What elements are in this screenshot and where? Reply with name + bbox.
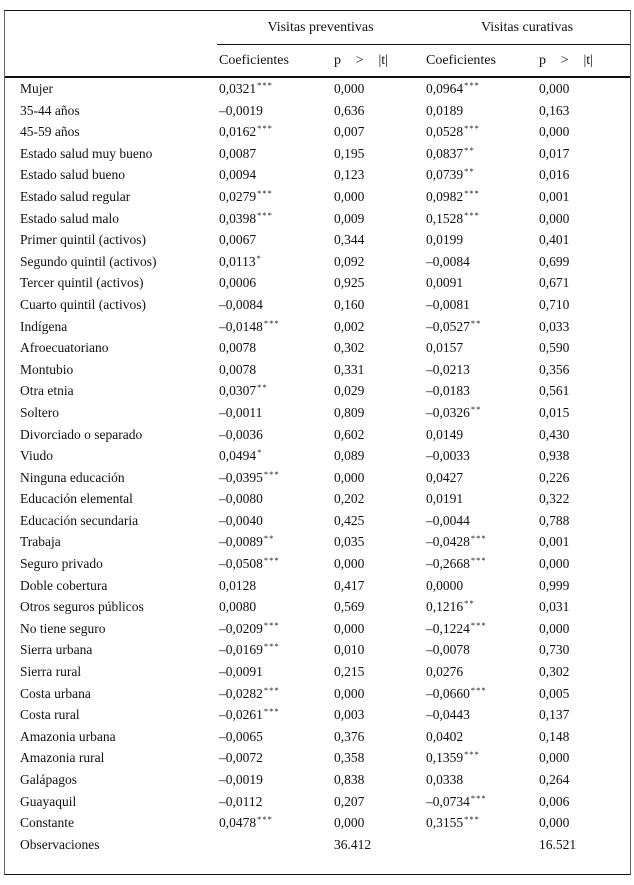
column-header-coeficientes-preventivas: Coeficientes: [219, 52, 289, 68]
coef-preventivas: –0,0019: [219, 102, 263, 118]
coef-preventivas: –0,0089**: [219, 533, 275, 550]
row-label: Amazonia urbana: [20, 728, 116, 744]
significance-stars: ***: [257, 80, 273, 90]
table-row: [5, 316, 630, 338]
row-label: Estado salud malo: [20, 210, 119, 226]
row-label: Estado salud muy bueno: [20, 145, 153, 161]
p-preventivas: 0,160: [334, 296, 365, 312]
row-label: Educación secundaria: [20, 512, 139, 528]
p-curativas: 0,356: [539, 361, 570, 377]
significance-stars: ***: [470, 792, 487, 803]
p-curativas: 0,302: [539, 664, 570, 680]
row-label: Cuarto quintil (activos): [20, 296, 146, 312]
coef-curativas: –0,0213: [426, 361, 470, 377]
coef-curativas: –0,2668***: [426, 555, 487, 572]
significance-stars: ***: [263, 706, 280, 717]
coef-preventivas: –0,0112: [219, 793, 263, 809]
significance-stars: ***: [263, 641, 280, 652]
row-label: Montubio: [20, 361, 74, 377]
coef-curativas: –0,0081: [426, 296, 470, 312]
coef-preventivas: 0,0094: [219, 167, 257, 183]
p-curativas: 0,730: [539, 642, 570, 658]
p-preventivas: 0,009: [334, 210, 365, 226]
row-label: Galápagos: [20, 772, 77, 787]
coef-curativas: –0,1224***: [426, 619, 487, 636]
significance-stars: **: [263, 533, 275, 544]
row-label: Sierra rural: [20, 664, 82, 680]
p-preventivas: 0,000: [334, 188, 365, 204]
p-preventivas: 0,000: [334, 81, 365, 96]
p-curativas: 0,000: [539, 556, 570, 572]
significance-stars: ***: [464, 123, 480, 134]
significance-stars: ***: [464, 80, 480, 90]
coef-curativas: 0,0402: [426, 728, 464, 744]
p-preventivas: 0,838: [334, 772, 365, 787]
coef-curativas: 0,0149: [426, 426, 464, 442]
row-label: Guayaquil: [20, 793, 77, 809]
row-label: Soltero: [20, 404, 59, 420]
table-row: [5, 726, 630, 748]
p-curativas: 0,710: [539, 296, 570, 312]
p-preventivas: 0,007: [334, 124, 365, 140]
row-label: Constante: [20, 815, 74, 831]
p-curativas: 0,001: [539, 188, 570, 204]
p-preventivas: 0,569: [334, 599, 365, 615]
coef-preventivas: –0,0084: [219, 296, 263, 312]
gt-symbol: >: [355, 52, 364, 68]
p-curativas: 0,033: [539, 318, 570, 334]
p-preventivas: 0,215: [334, 664, 365, 680]
p-preventivas: 0,602: [334, 426, 365, 442]
table-row: [5, 294, 630, 316]
coef-curativas: [424, 834, 537, 856]
coef-preventivas: –0,0080: [219, 491, 263, 507]
table-row: [5, 100, 630, 122]
row-label: Divorciado o separado: [20, 426, 143, 442]
table-row: [5, 661, 630, 683]
row-label: Amazonia rural: [20, 750, 105, 766]
coef-preventivas: –0,0148***: [219, 317, 280, 334]
p-preventivas: 0,092: [334, 253, 365, 269]
p-curativas: 0,226: [539, 469, 570, 485]
coef-preventivas: 0,0067: [219, 232, 257, 248]
row-label: Otra etnia: [20, 383, 74, 399]
coef-curativas: 0,0528***: [426, 123, 480, 140]
table-row: [5, 834, 630, 856]
coef-preventivas: –0,0036: [219, 426, 263, 442]
column-header-p-curativas: [537, 53, 630, 69]
row-label: Otros seguros públicos: [20, 599, 144, 615]
row-label: Primer quintil (activos): [20, 232, 146, 248]
coef-preventivas: –0,0011: [219, 404, 263, 420]
coef-curativas: –0,0044: [426, 512, 470, 528]
table-row: [5, 143, 630, 165]
p-curativas: 0,938: [539, 448, 570, 464]
coef-preventivas: 0,0128: [219, 577, 257, 593]
coef-preventivas: 0,0078: [219, 361, 257, 377]
p-curativas: 0,001: [539, 534, 570, 550]
row-label: No tiene seguro: [20, 620, 106, 636]
significance-stars: ***: [257, 123, 273, 134]
table-row: [5, 467, 630, 489]
coef-preventivas: 0,0279***: [219, 187, 273, 204]
table-row: [5, 531, 630, 553]
coef-curativas: 0,1528***: [426, 209, 480, 226]
coef-curativas: 0,0157: [426, 340, 464, 356]
p-curativas: 0,264: [539, 772, 570, 787]
coef-preventivas: 0,0398***: [219, 209, 273, 226]
coef-curativas: –0,0660***: [426, 684, 487, 701]
row-label: Mujer: [20, 81, 53, 96]
p-curativas: 0,148: [539, 728, 570, 744]
significance-stars: **: [464, 166, 475, 177]
coef-curativas: 0,1359***: [426, 749, 480, 766]
significance-stars: *: [257, 447, 263, 458]
p-preventivas: 0,195: [334, 145, 365, 161]
row-label: Seguro privado: [20, 556, 103, 572]
coef-preventivas: 0,0494*: [219, 447, 263, 464]
row-label: Tercer quintil (activos): [20, 275, 144, 291]
coef-curativas: 0,0964***: [426, 80, 480, 96]
significance-stars: **: [470, 403, 482, 414]
table-row: [5, 229, 630, 251]
p-preventivas: 0,089: [334, 448, 365, 464]
table-row: [5, 596, 630, 618]
p-preventivas: 0,809: [334, 404, 365, 420]
significance-stars: ***: [470, 619, 487, 630]
p-curativas: 0,671: [539, 275, 570, 291]
coef-curativas: 0,0000: [426, 577, 464, 593]
table-row: [5, 272, 630, 294]
p-label: p: [334, 52, 341, 68]
p-preventivas: 0,029: [334, 383, 365, 399]
p-preventivas: 0,207: [334, 793, 365, 809]
p-label: p: [539, 52, 546, 68]
significance-stars: **: [464, 598, 475, 609]
coef-curativas: –0,0326**: [426, 403, 482, 420]
p-curativas: 0,322: [539, 491, 570, 507]
table-row: [5, 402, 630, 424]
significance-stars: ***: [470, 555, 487, 566]
coef-preventivas: 0,0078: [219, 340, 257, 356]
coef-curativas: –0,0033: [426, 448, 470, 464]
coef-curativas: –0,0084: [426, 253, 470, 269]
coef-preventivas: –0,0040: [219, 512, 263, 528]
coef-curativas: 0,3155***: [426, 814, 480, 831]
significance-stars: ***: [263, 468, 280, 479]
coef-curativas: 0,0427: [426, 469, 464, 485]
significance-stars: ***: [464, 749, 480, 760]
coef-curativas: 0,0276: [426, 664, 464, 680]
group-header-preventivas: Visitas preventivas: [267, 19, 374, 35]
row-label: 35-44 años: [20, 102, 80, 118]
p-preventivas: 0,000: [334, 620, 365, 636]
coef-preventivas: –0,0065: [219, 728, 263, 744]
p-preventivas: 0,925: [334, 275, 365, 291]
p-preventivas: 0,000: [334, 556, 365, 572]
significance-stars: ***: [263, 619, 280, 630]
row-label: Viudo: [20, 448, 53, 464]
row-label: 45-59 años: [20, 124, 80, 140]
coef-preventivas: –0,0091: [219, 664, 263, 680]
table-row: [5, 488, 630, 510]
p-preventivas: 0,002: [334, 318, 365, 334]
significance-stars: ***: [464, 814, 480, 825]
coef-preventivas: [217, 834, 332, 856]
coef-preventivas: 0,0113*: [219, 252, 262, 269]
p-preventivas: 0,417: [334, 577, 365, 593]
table-row: [5, 251, 630, 273]
table-row: [5, 683, 630, 705]
table-row: [5, 445, 630, 467]
coef-curativas: 0,0189: [426, 102, 464, 118]
p-curativas: 0,401: [539, 232, 570, 248]
p-curativas: 0,017: [539, 145, 570, 161]
significance-stars: ***: [263, 317, 280, 328]
p-curativas: 0,016: [539, 167, 570, 183]
table-row: [5, 424, 630, 446]
table-row: [5, 78, 630, 100]
table-row: [5, 812, 630, 834]
table-row: [5, 639, 630, 661]
coef-curativas: –0,0734***: [426, 792, 487, 809]
p-preventivas: 0,331: [334, 361, 365, 377]
table-row: [5, 510, 630, 532]
coef-curativas: –0,0078: [426, 642, 470, 658]
table-row: [5, 704, 630, 726]
p-preventivas: 0,000: [334, 685, 365, 701]
row-label: Costa rural: [20, 707, 80, 723]
p-preventivas: 0,376: [334, 728, 365, 744]
row-label: Observaciones: [20, 836, 100, 852]
p-preventivas: 0,425: [334, 512, 365, 528]
significance-stars: **: [470, 317, 482, 328]
significance-stars: ***: [257, 209, 273, 220]
p-curativas: 0,000: [539, 815, 570, 831]
coef-curativas: –0,0428***: [426, 533, 487, 550]
row-label: Costa urbana: [20, 685, 91, 701]
coef-curativas: –0,0527**: [426, 317, 482, 334]
p-preventivas: 0,000: [334, 815, 365, 831]
coef-preventivas: –0,0282***: [219, 684, 280, 701]
coef-preventivas: 0,0006: [219, 275, 257, 291]
row-label: Ninguna educación: [20, 469, 125, 485]
coef-curativas: 0,0837**: [426, 144, 475, 161]
significance-stars: ***: [263, 555, 280, 566]
significance-stars: ***: [470, 533, 487, 544]
row-label: Segundo quintil (activos): [20, 253, 157, 269]
p-curativas: 0,163: [539, 102, 570, 118]
p-curativas: 0,788: [539, 512, 570, 528]
table-row: [5, 164, 630, 186]
row-label: Estado salud bueno: [20, 167, 125, 183]
table-row: [5, 186, 630, 208]
coef-curativas: 0,0191: [426, 491, 464, 507]
table-row: [5, 747, 630, 769]
p-preventivas: 0,035: [334, 534, 365, 550]
p-preventivas: 0,010: [334, 642, 365, 658]
coef-curativas: –0,0183: [426, 383, 470, 399]
p-curativas: 0,015: [539, 404, 570, 420]
row-label: Educación elemental: [20, 491, 133, 507]
p-curativas: 0,005: [539, 685, 570, 701]
p-preventivas: 0,202: [334, 491, 365, 507]
table-row: [5, 769, 630, 791]
significance-stars: ***: [263, 684, 280, 695]
p-curativas: 0,590: [539, 340, 570, 356]
p-preventivas: 0,000: [334, 469, 365, 485]
coef-curativas: –0,0443: [426, 707, 470, 723]
p-preventivas: 0,358: [334, 750, 365, 766]
coef-preventivas: –0,0395***: [219, 468, 280, 485]
column-header-coeficientes-curativas: Coeficientes: [426, 52, 496, 68]
row-label: Estado salud regular: [20, 188, 131, 204]
table-row: [5, 208, 630, 230]
table-row: [5, 359, 630, 381]
coef-preventivas: –0,0169***: [219, 641, 280, 658]
table-body: [5, 78, 630, 855]
significance-stars: **: [464, 144, 475, 155]
table-row: [5, 791, 630, 813]
significance-stars: ***: [470, 684, 487, 695]
p-curativas: 0,430: [539, 426, 570, 442]
coef-preventivas: –0,0019: [219, 772, 263, 787]
table-row: [5, 553, 630, 575]
significance-stars: ***: [257, 814, 273, 825]
gt-symbol: >: [560, 52, 569, 68]
coef-curativas: 0,0982***: [426, 187, 480, 204]
coef-curativas: 0,0091: [426, 275, 464, 291]
p-curativas: 0,000: [539, 620, 570, 636]
significance-stars: **: [257, 382, 268, 393]
coef-curativas: 0,0338: [426, 772, 464, 787]
significance-stars: *: [256, 252, 262, 263]
p-preventivas: 0,123: [334, 167, 365, 183]
p-curativas: 0,699: [539, 253, 570, 269]
table-row: [5, 575, 630, 597]
coef-preventivas: 0,0321***: [219, 80, 273, 96]
p-curativas: 0,000: [539, 81, 570, 96]
table-row: [5, 618, 630, 640]
p-curativas: 0,006: [539, 793, 570, 809]
table-row: [5, 380, 630, 402]
group-header-curativas: Visitas curativas: [480, 19, 574, 35]
coef-preventivas: –0,0261***: [219, 706, 280, 723]
p-curativas: 0,000: [539, 210, 570, 226]
row-label: Indígena: [20, 318, 68, 334]
coef-preventivas: –0,0209***: [219, 619, 280, 636]
significance-stars: ***: [464, 209, 480, 220]
column-header-p-preventivas: [332, 53, 424, 69]
significance-stars: ***: [464, 187, 480, 198]
coef-preventivas: 0,0080: [219, 599, 257, 615]
column-header-row: [5, 45, 630, 76]
coef-curativas: 0,0739**: [426, 166, 475, 183]
group-header-row: [5, 11, 630, 44]
p-preventivas: 0,003: [334, 707, 365, 723]
p-curativas: 0,000: [539, 124, 570, 140]
row-label: Sierra urbana: [20, 642, 93, 658]
p-preventivas: 0,302: [334, 340, 365, 356]
row-label: Afroecuatoriano: [20, 340, 109, 356]
table-row: [5, 337, 630, 359]
row-label: Doble cobertura: [20, 577, 108, 593]
p-preventivas: 0,636: [334, 102, 365, 118]
p-curativas: 0,031: [539, 599, 570, 615]
coef-preventivas: 0,0478***: [219, 814, 273, 831]
abs-t-label: |t|: [378, 52, 388, 68]
p-curativas: 0,137: [539, 707, 570, 723]
coef-preventivas: 0,0162***: [219, 123, 273, 140]
coef-preventivas: –0,0508***: [219, 555, 280, 572]
p-preventivas: 0,344: [334, 232, 365, 248]
coef-curativas: 0,1216**: [426, 598, 475, 615]
table-row: [5, 121, 630, 143]
coef-preventivas: 0,0307**: [219, 382, 268, 399]
row-label: Trabaja: [20, 534, 61, 550]
p-preventivas: 36.412: [334, 836, 372, 852]
regression-results-table: [4, 10, 631, 875]
p-curativas: 0,999: [539, 577, 570, 593]
coef-preventivas: 0,0087: [219, 145, 257, 161]
coef-preventivas: –0,0072: [219, 750, 263, 766]
coef-curativas: 0,0199: [426, 232, 464, 248]
p-curativas: 0,000: [539, 750, 570, 766]
significance-stars: ***: [257, 187, 273, 198]
abs-t-label: |t|: [583, 52, 593, 68]
p-curativas: 0,561: [539, 383, 570, 399]
p-curativas: 16.521: [539, 836, 577, 852]
